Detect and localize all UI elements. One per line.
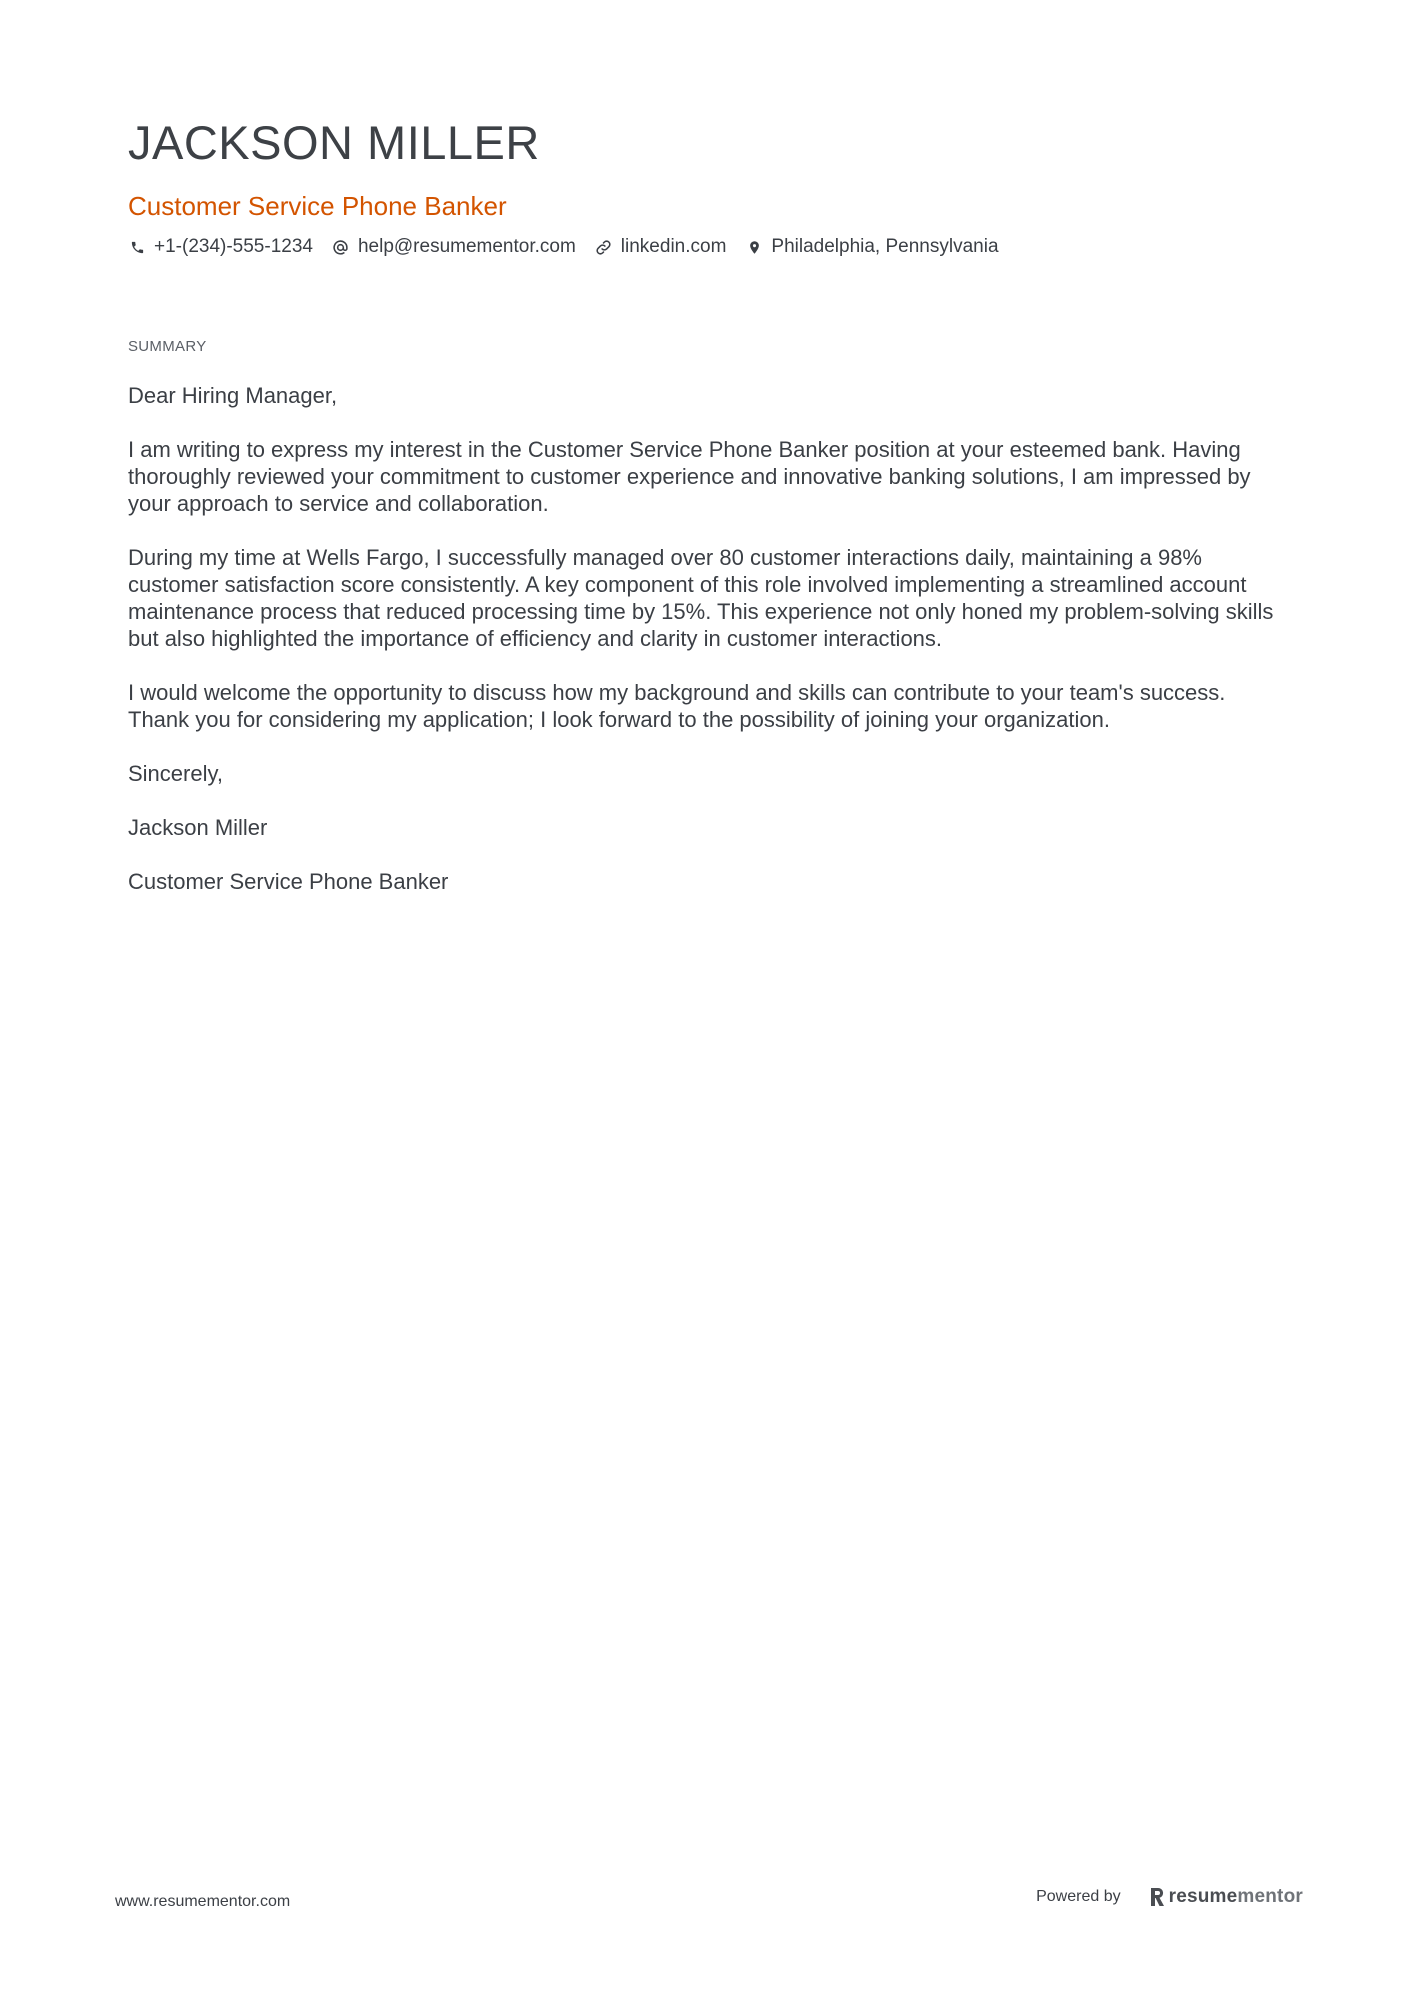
candidate-name: JACKSON MILLER <box>128 116 540 169</box>
email-text[interactable]: help@resumementor.com <box>357 236 576 257</box>
contact-phone <box>128 234 313 260</box>
brand-logo[interactable] <box>1149 1886 1303 1908</box>
contact-linkedin[interactable] <box>595 234 727 260</box>
location-text: Philadelphia, Pennsylvania <box>771 236 999 257</box>
paragraph-1: I am writing to express my interest in the Customer Service Phone Banker position at your esteemed bank. Having thoroughly reviewed your commitment to customer experience and innovative banking solutions, I am impressed by your approach to service and collaboration. <box>128 437 1251 516</box>
paragraph-2: During my time at Wells Fargo, I successfully managed over 80 customer interactions daily, maintaining a 98% customer satisfaction score consistently. A key component of this role involved implementing a streamlined account maintenance process that reduced processing time by 15%. This experience not only honed my problem-solving skills but also highlighted the importance of efficiency and clarity in customer interactions. <box>128 545 1274 651</box>
job-title: Customer Service Phone Banker <box>128 191 507 221</box>
signature-name: Jackson Miller <box>128 815 268 840</box>
brand-mark-icon <box>1149 1887 1165 1907</box>
paragraph-3: I would welcome the opportunity to discuss how my background and skills can contribute to your team's success. Thank you for considering my application; I look forward to the possibility of joining your organization. <box>128 680 1226 732</box>
contact-row <box>128 234 1278 260</box>
header <box>128 112 1278 260</box>
letter-body <box>128 382 1278 922</box>
footer-website-link[interactable]: www.resumementor.com <box>115 1893 291 1910</box>
location-pin-icon <box>745 238 763 256</box>
linkedin-text[interactable]: linkedin.com <box>620 236 727 257</box>
at-icon <box>332 238 350 256</box>
contact-location <box>745 234 998 260</box>
footer-branding <box>1036 1886 1303 1908</box>
brand-text-mentor: mentor <box>1237 1886 1303 1907</box>
phone-text: +1-(234)-555-1234 <box>154 236 313 257</box>
contact-email[interactable] <box>332 234 576 260</box>
powered-by-label: Powered by <box>1036 1888 1121 1905</box>
closing: Sincerely, <box>128 761 223 786</box>
link-icon <box>595 238 613 256</box>
phone-icon <box>128 238 146 256</box>
brand-text-resume: resume <box>1168 1886 1238 1907</box>
greeting: Dear Hiring Manager, <box>128 383 338 408</box>
signature-title: Customer Service Phone Banker <box>128 869 449 894</box>
section-heading-summary: SUMMARY <box>128 338 207 355</box>
